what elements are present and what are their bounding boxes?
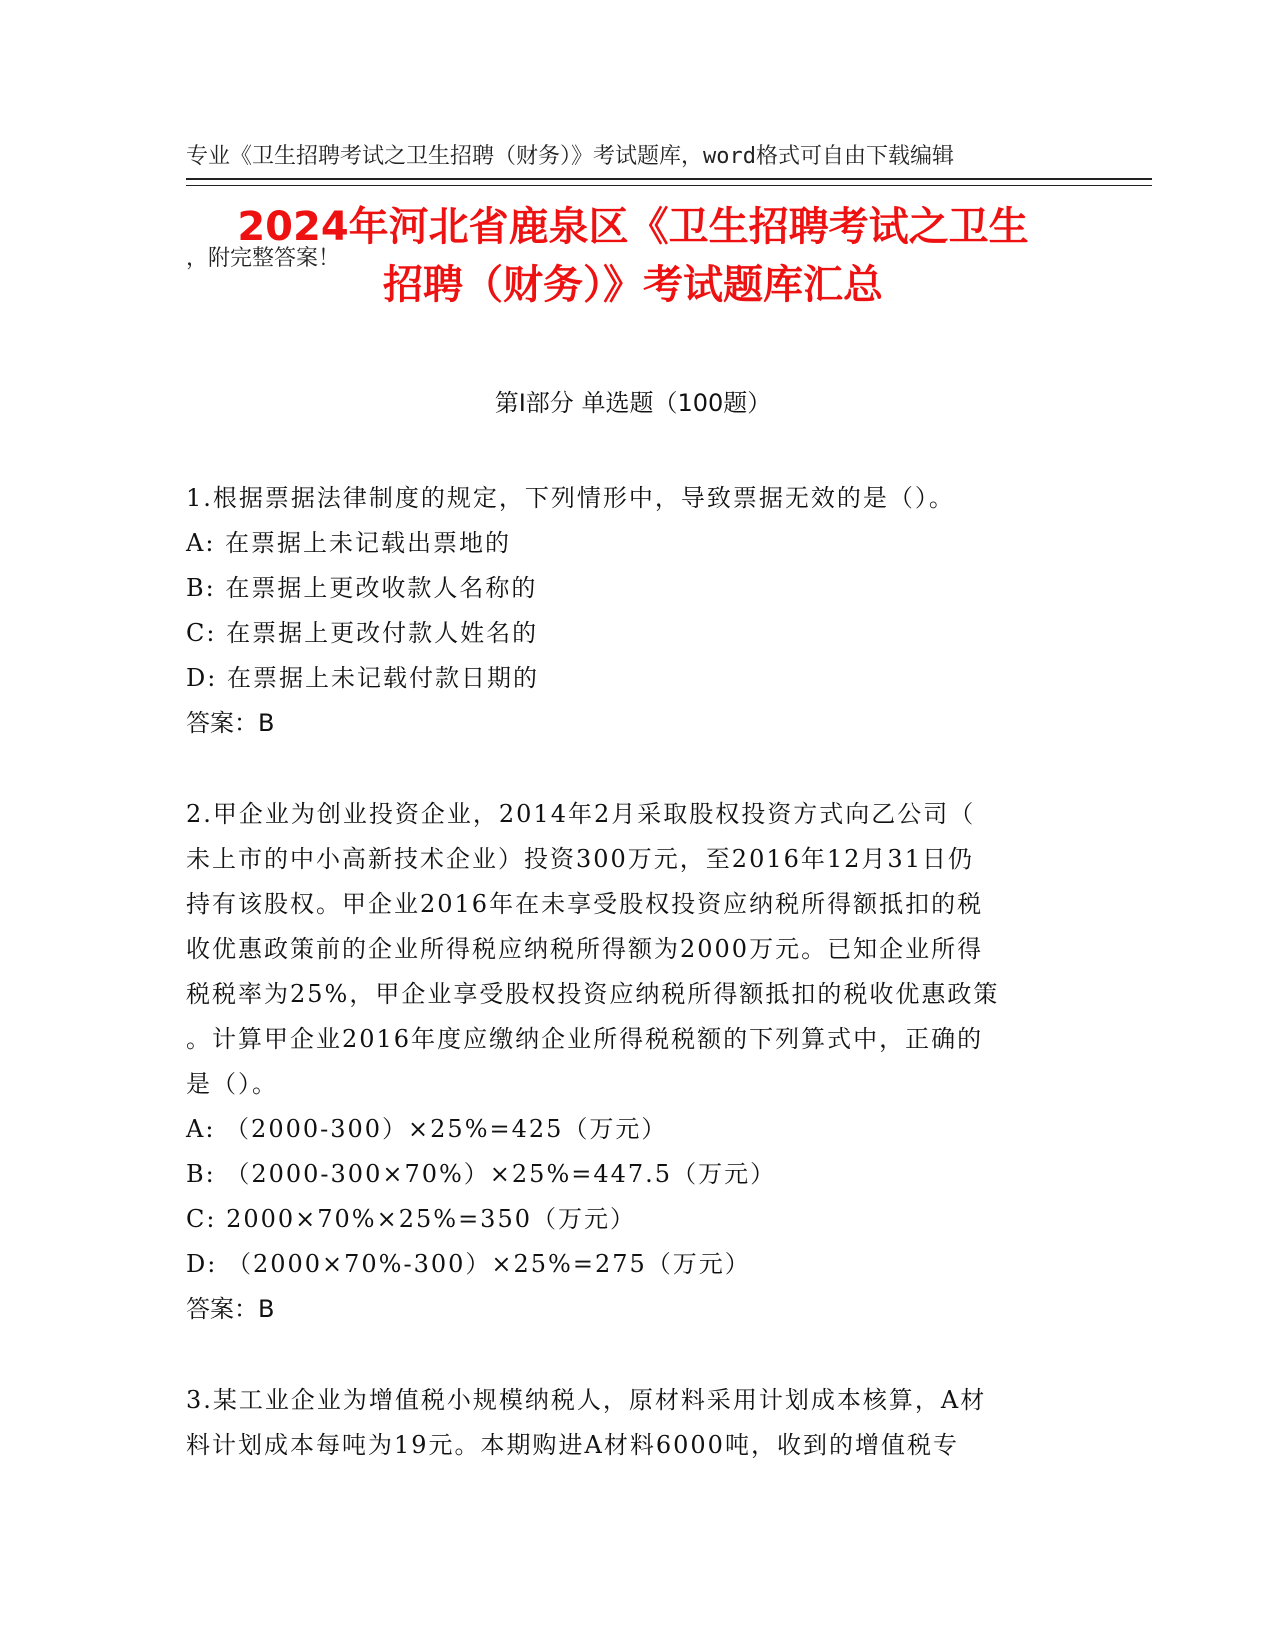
question-stem: 未上市的中小高新技术企业）投资300万元，至2016年12月31日仍 (186, 845, 974, 873)
answer: 答案：B (186, 709, 275, 737)
question-stem: 是（）。 (186, 1070, 278, 1098)
option-c: C: 在票据上更改付款人姓名的 (186, 619, 539, 647)
header-line-1: 专业《卫生招聘考试之卫生招聘（财务）》考试题库，word格式可自由下载编辑 (186, 144, 954, 169)
option-d: D: （2000×70%-300）×25%=275（万元） (186, 1250, 751, 1278)
question-stem: 料计划成本每吨为19元。本期购进A材料6000吨，收到的增值税专 (186, 1431, 959, 1459)
question-2 (186, 792, 1086, 1332)
title-line-2: 招聘（财务）》考试题库汇总 (383, 262, 883, 308)
header-line-2: ，附完整答案！ (186, 246, 341, 271)
answer: 答案：B (186, 1295, 275, 1323)
question-3 (186, 1378, 1086, 1468)
question-stem: 。计算甲企业2016年度应缴纳企业所得税税额的下列算式中，正确的 (186, 1025, 984, 1053)
option-b: B: （2000-300×70%）×25%=447.5（万元） (186, 1160, 777, 1188)
header-divider-thick (186, 178, 1152, 180)
question-stem: 3.某工业企业为增值税小规模纳税人，原材料采用计划成本核算，A材 (186, 1386, 987, 1414)
question-stem: 2.甲企业为创业投资企业，2014年2月采取股权投资方式向乙公司（ (186, 800, 976, 828)
question-list (186, 476, 1086, 1514)
option-a: A: （2000-300）×25%=425（万元） (186, 1115, 668, 1143)
question-stem: 税税率为25%，甲企业享受股权投资应纳税所得额抵扣的税收优惠政策 (186, 980, 1000, 1008)
document-title (186, 198, 1080, 314)
title-line-1: 2024年河北省鹿泉区《卫生招聘考试之卫生 (237, 204, 1029, 250)
option-c: C: 2000×70%×25%=350（万元） (186, 1205, 636, 1233)
section-heading: 第I部分 单选题（100题） (494, 389, 772, 417)
question-1 (186, 476, 1086, 746)
option-a: A: 在票据上未记载出票地的 (186, 529, 512, 557)
header-divider-thin (186, 185, 1152, 186)
option-b: B: 在票据上更改收款人名称的 (186, 574, 538, 602)
question-stem: 收优惠政策前的企业所得税应纳税所得额为2000万元。已知企业所得 (186, 935, 984, 963)
option-d: D: 在票据上未记载付款日期的 (186, 664, 539, 692)
question-stem: 持有该股权。甲企业2016年在未享受股权投资应纳税所得额抵扣的税 (186, 890, 984, 918)
question-stem: 1.根据票据法律制度的规定，下列情形中，导致票据无效的是（）。 (186, 484, 955, 512)
